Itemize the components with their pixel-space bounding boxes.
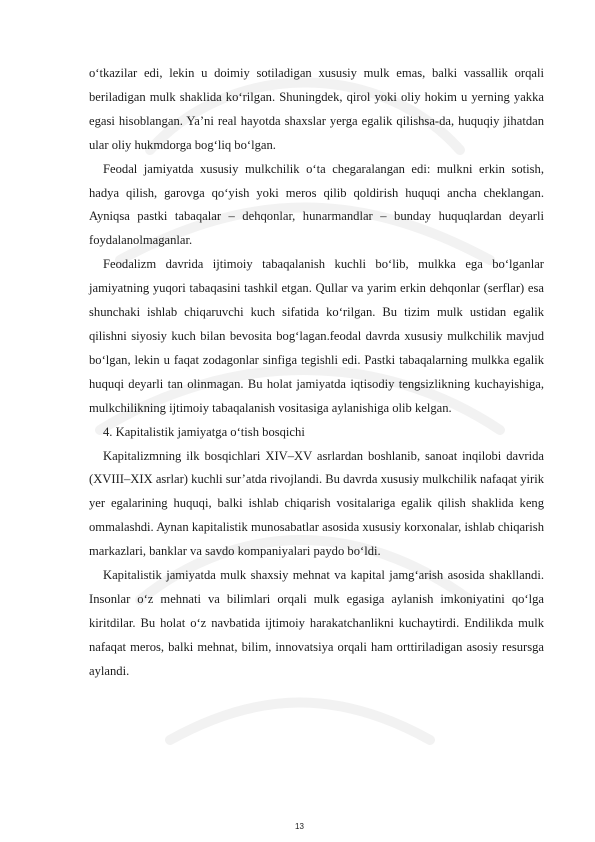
document-body [89,62,544,684]
paragraph-1: o‘tkazilar edi, lekin u doimiy sotiladigan xususiy mulk emas, balki vassallik orqali beriladigan mulk shaklida ko‘rilgan. Shuningdek, qirol yoki oliy hokim u yerning yakka egasi hisoblangan. Ya’ni real hayotda shaxslar yerga egalik qilishsa-da, huquqiy jihatdan ular oliy hukmdorga bog‘liq bo‘lgan. [89,66,544,152]
paragraph-3: Feodalizm davrida ijtimoiy tabaqalanish kuchli bo‘lib, mulkka ega bo‘lganlar jamiyatning yuqori tabaqasini tashkil etgan. Qullar va yarim erkin dehqonlar (serflar) esa shunchaki ishlab chiqaruvchi kuch sifatida ko‘rilgan. Bu tizim mulk ustidan egalik qilishni siyosiy kuch bilan bevosita bog‘lagan.feodal davrda xususiy mulkchilik mavjud bo‘lgan, lekin u faqat zodagonlar sinfiga tegishli edi. Pastki tabaqalarning mulkka egalik huquqi deyarli tan olinmagan. Bu holat jamiyatda iqtisodiy tengsizlikning kuchayishiga, mulkchilikning ijtimoiy tabaqalanish vositasiga aylanishiga olib kelgan. [89,257,544,415]
section-heading: 4. Kapitalistik jamiyatga o‘tish bosqichi [103,424,305,439]
paragraph-4: Kapitalizmning ilk bosqichlari XIV–XV asrlardan boshlanib, sanoat inqilobi davrida (XVIII–XIX asrlar) kuchli sur’atda rivojlandi. Bu davrda xususiy mulkchilik nafaqat yirik yer egalarining huquqi, balki ishlab chiqarish vositalariga egalik qilish shaklida keng ommalashdi. Aynan kapitalistik munosabatlar asosida xususiy korxonalar, ishlab chiqarish markazlari, banklar va savdo kompaniyalari paydo bo‘ldi. [89,448,544,559]
paragraph-2: Feodal jamiyatda xususiy mulkchilik o‘ta chegaralangan edi: mulkni erkin sotish, hadya qilish, garovga qo‘yish yoki meros qilib qoldirish huquqi ancha cheklangan. Ayniqsa pastki tabaqalar – dehqonlar, hunarmandlar – bunday huquqlardan deyarli foydalanolmaganlar. [89,161,544,248]
paragraph-5: Kapitalistik jamiyatda mulk shaxsiy mehnat va kapital jamg‘arish asosida shakllandi. Insonlar o‘z mehnati va bilimlari orqali mulk egasiga aylanish imkoniyatini qo‘lga kiritdilar. Bu holat o‘z navbatida ijtimoiy harakatchanlikni kuchaytirdi. Endilikda mulk nafaqat meros, balki mehnat, bilim, innovatsiya orqali ham orttiriladigan asosiy resursga aylandi. [89,568,544,678]
page-number: 13 [295,822,304,831]
